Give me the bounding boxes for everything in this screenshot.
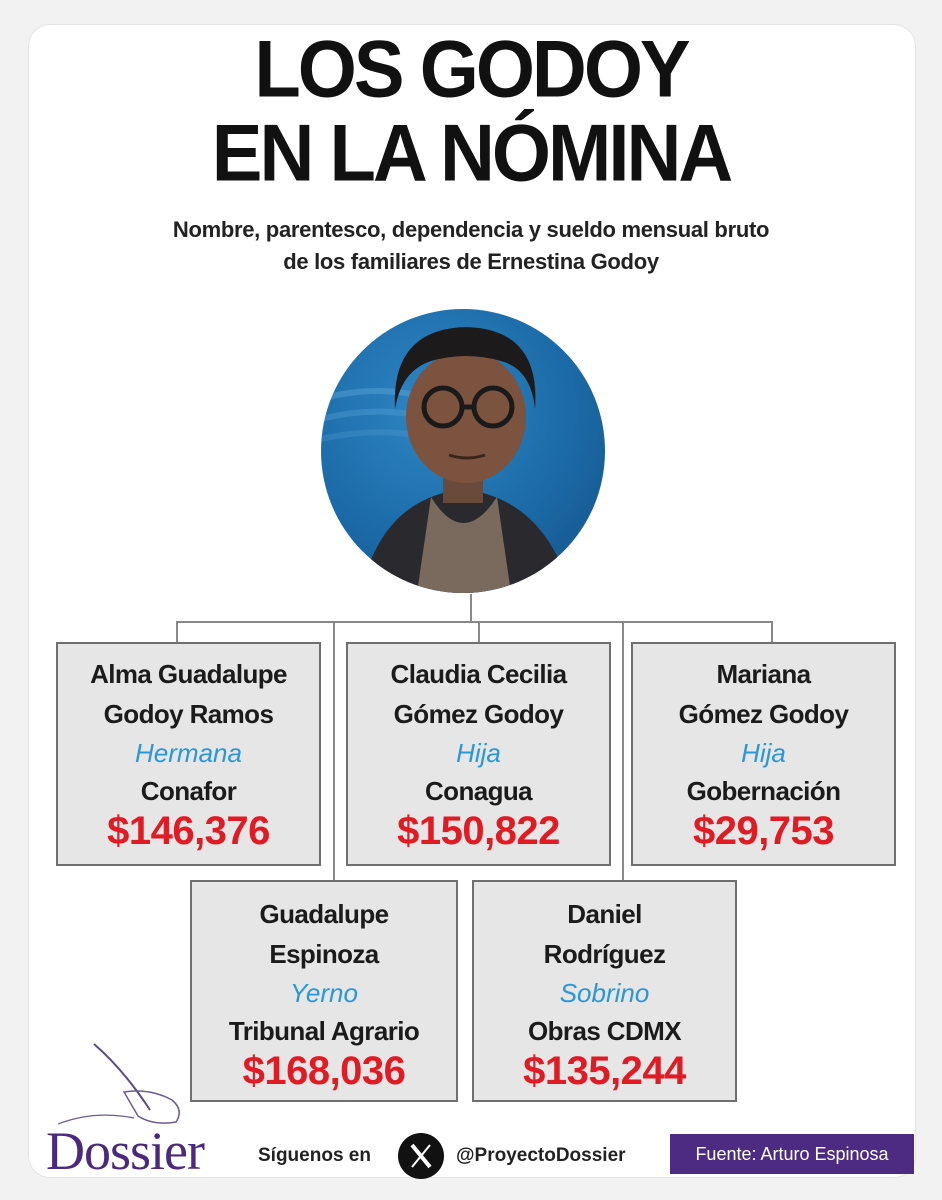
relative-agency: Gobernación (686, 776, 841, 806)
relative-salary: $150,822 (397, 809, 560, 853)
connector-drop-2 (478, 621, 480, 643)
relative-relation: Hermana (135, 738, 242, 768)
relative-name-line-1: Alma Guadalupe (90, 659, 287, 689)
x-logo-icon[interactable] (398, 1133, 444, 1179)
follow-label: Síguenos en (258, 1145, 371, 1166)
relative-agency: Conagua (424, 776, 533, 806)
relative-name-line-1: Guadalupe (259, 899, 389, 929)
person-portrait-icon (321, 309, 605, 593)
relative-agency: Obras CDMX (528, 1016, 681, 1046)
relative-agency: Conafor (140, 776, 237, 806)
connector-drop-3 (771, 621, 773, 643)
relative-agency: Tribunal Agrario (228, 1016, 420, 1046)
relative-salary: $168,036 (242, 1049, 406, 1093)
portrait-photo (321, 309, 605, 593)
relative-relation: Hija (456, 738, 501, 768)
subtitle-line-2: de los familiares de Ernestina Godoy (283, 249, 659, 274)
relative-salary: $135,244 (523, 1049, 686, 1093)
relative-relation: Sobrino (559, 978, 650, 1008)
title-line-1: LOS GODOY (254, 24, 688, 115)
relative-name-line-2: Espinoza (269, 939, 379, 969)
relative-card-guadalupe (190, 880, 458, 1102)
relative-name-line-1: Claudia Cecilia (390, 659, 567, 689)
connector-drop-5 (622, 621, 624, 881)
relative-name-line-1: Mariana (716, 659, 811, 689)
connector-trunk (470, 594, 472, 622)
social-handle[interactable]: @ProyectoDossier (456, 1145, 626, 1166)
subtitle-line-1: Nombre, parentesco, dependencia y sueldo mensual bruto (172, 217, 770, 242)
relative-card-mariana (631, 642, 896, 866)
connector-bar (176, 621, 773, 623)
source-badge: Fuente: Arturo Espinosa (670, 1134, 914, 1174)
relative-card-claudia (346, 642, 611, 866)
dossier-logo: Dossier (46, 1121, 204, 1181)
relative-card-alma (56, 642, 321, 866)
relative-relation: Hija (741, 738, 786, 768)
relative-salary: $29,753 (692, 809, 835, 853)
relative-name-line-2: Rodríguez (543, 939, 666, 969)
relative-name-line-1: Daniel (567, 899, 642, 929)
relative-name-line-2: Godoy Ramos (103, 699, 274, 729)
relative-name-line-2: Gómez Godoy (393, 699, 564, 729)
relative-card-daniel (472, 880, 737, 1102)
relative-relation: Yerno (290, 978, 358, 1008)
connector-drop-1 (176, 621, 178, 643)
relative-salary: $146,376 (107, 809, 270, 853)
connector-drop-4 (333, 621, 335, 881)
title-line-2: EN LA NÓMINA (211, 108, 731, 199)
quill-hand-icon (54, 1040, 194, 1130)
relative-name-line-2: Gómez Godoy (678, 699, 849, 729)
